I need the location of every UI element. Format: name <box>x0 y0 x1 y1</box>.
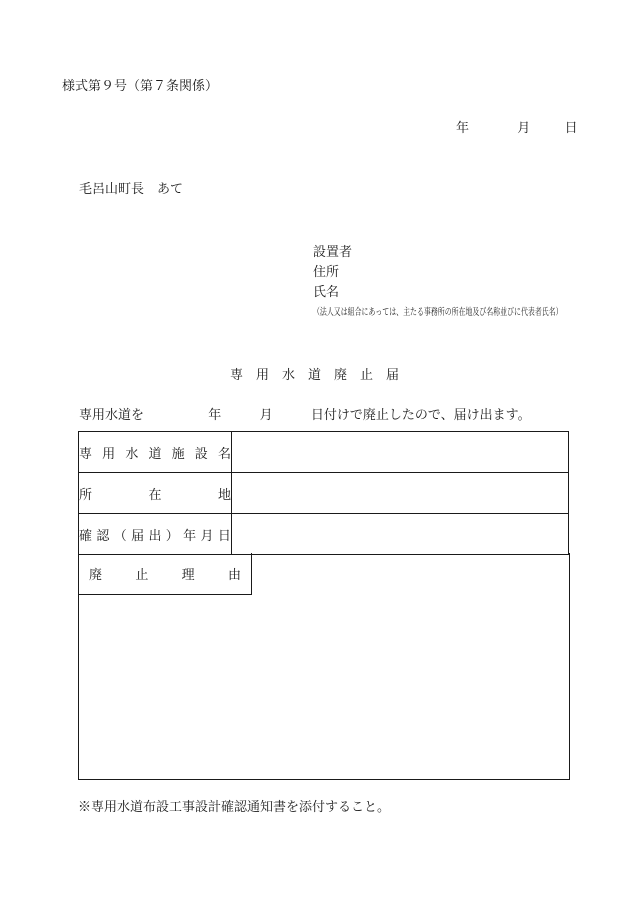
addressee: 毛呂山町長 あて <box>79 182 184 197</box>
date-line <box>456 121 578 137</box>
table-row <box>79 514 569 555</box>
date-month-label: 月 <box>517 121 531 136</box>
label-char: （ <box>113 528 127 544</box>
location-label <box>79 473 232 514</box>
label-char: 出 <box>148 528 162 544</box>
facility-name-field[interactable] <box>232 432 569 473</box>
label-char: 認 <box>96 528 110 544</box>
label-char: 在 <box>148 487 162 503</box>
statement-prefix: 専用水道を <box>79 408 145 423</box>
address-label: 住所 <box>313 265 340 280</box>
label-char: 地 <box>217 487 231 503</box>
label-char: 専 <box>79 446 93 462</box>
label-char: 用 <box>102 446 116 462</box>
label-char: 廃 <box>89 568 103 583</box>
label-char: 月 <box>200 528 214 544</box>
statement <box>79 408 531 424</box>
table-row <box>79 473 569 514</box>
facility-name-label <box>79 432 232 473</box>
label-char: 道 <box>148 446 162 462</box>
location-field[interactable] <box>232 473 569 514</box>
installer-label: 設置者 <box>313 245 353 260</box>
label-char: 由 <box>227 568 241 583</box>
date-year-label: 年 <box>456 121 470 136</box>
label-char: 年 <box>183 528 197 544</box>
label-char: 所 <box>79 487 93 503</box>
statement-month: 月 <box>259 408 273 423</box>
confirmation-date-field[interactable] <box>232 514 569 555</box>
label-char: 日 <box>217 528 231 544</box>
label-char: 名 <box>217 446 231 462</box>
statement-year: 年 <box>208 408 222 423</box>
label-char: 止 <box>135 568 149 583</box>
label-char: 確 <box>79 528 93 544</box>
abolition-reason-field[interactable] <box>78 553 570 780</box>
label-char: 設 <box>194 446 208 462</box>
date-day-label: 日 <box>564 121 578 136</box>
corporate-note: （法人又は組合にあっては、主たる事務所の所在地及び名称並びに代表者氏名） <box>313 307 563 318</box>
label-char: 理 <box>181 568 195 583</box>
table-row <box>79 432 569 473</box>
label-char: 水 <box>125 446 139 462</box>
label-char: 施 <box>171 446 185 462</box>
form-number: 様式第９号（第７条関係） <box>62 79 219 94</box>
abolition-reason-label <box>79 553 252 595</box>
footnote: ※専用水道布設工事設計確認通知書を添付すること。 <box>78 800 391 815</box>
form-title: 専 用 水 道 廃 止 届 <box>230 368 400 383</box>
confirmation-date-label <box>79 514 232 555</box>
statement-suffix: 日付けで廃止したので、届け出ます。 <box>310 408 531 423</box>
name-label: 氏名 <box>313 285 340 300</box>
label-char: ） <box>165 528 179 544</box>
label-char: 届 <box>131 528 145 544</box>
form-table <box>78 431 569 555</box>
